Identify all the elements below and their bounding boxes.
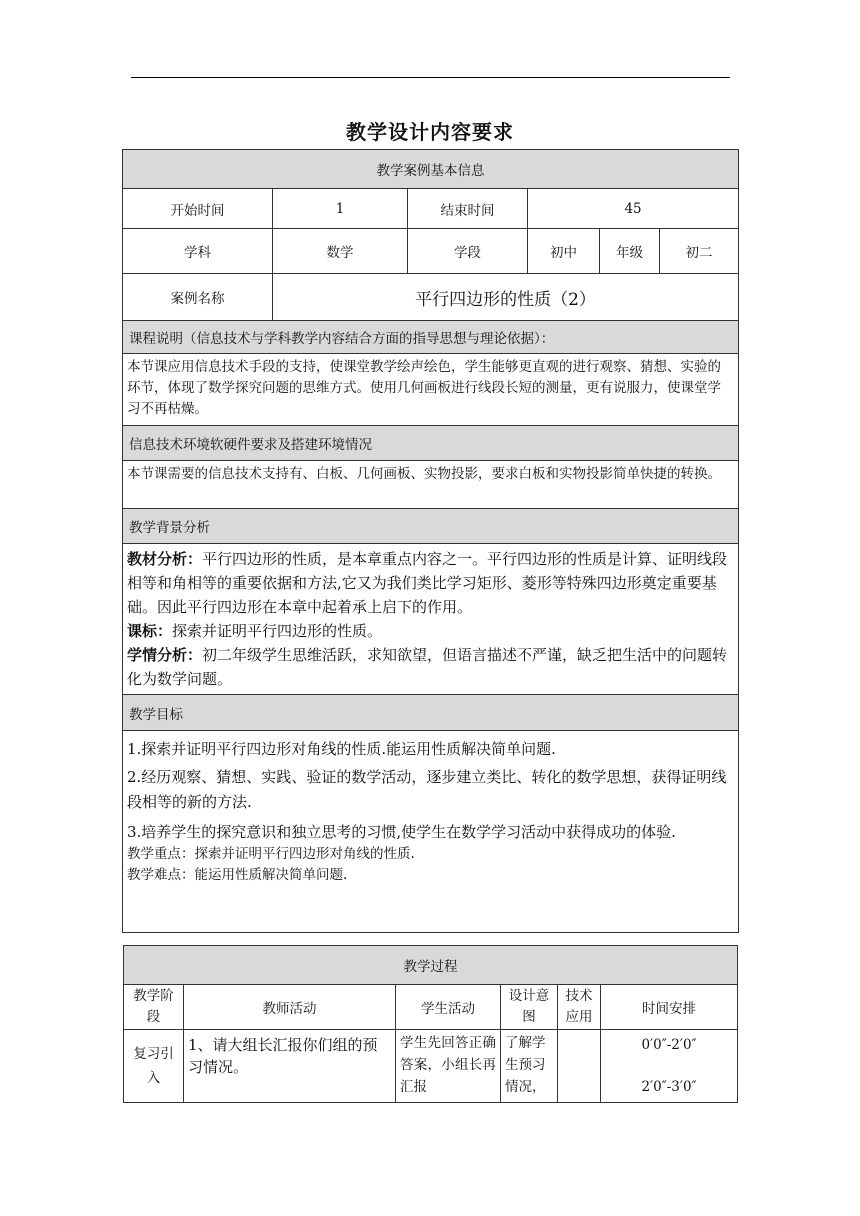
row-time <box>601 1030 738 1103</box>
row-teacher: 1、请大组长汇报你们组的预习情况。 <box>184 1030 396 1103</box>
course-desc-text: 本节课应用信息技术手段的支持，使课堂教学绘声绘色，学生能够更直观的进行观察、猜想、实验的环节，体现了数学探究问题的思维方式。使用几何画板进行线段长短的测量，更有说服力，使课堂学习不再枯燥。 <box>123 354 739 426</box>
case-name-value: 平行四边形的性质（2） <box>273 274 739 321</box>
col-intent: 设计意图 <box>501 985 558 1030</box>
stage-label: 学段 <box>408 229 528 274</box>
grade-label: 年级 <box>600 229 660 274</box>
row-student: 学生先回答正确答案，小组长再汇报 <box>396 1030 501 1103</box>
difficulty: 教学难点：能运用性质解决简单问题. <box>127 867 348 883</box>
goal-item-1: 1.探索并证明平行四边形对角线的性质.能运用性质解决简单问题. <box>127 740 556 758</box>
students-text: 初二年级学生思维活跃，求知欲望，但语言描述不严谨，缺乏把生活中的问题转化为数学问题。 <box>127 646 728 688</box>
start-time-value: 1 <box>273 189 408 229</box>
students-label: 学情分析： <box>127 646 203 664</box>
end-time-label: 结束时间 <box>408 189 528 229</box>
material-label: 教材分析： <box>127 550 203 568</box>
key-point: 教学重点：探索并证明平行四边形对角线的性质. <box>127 846 415 862</box>
col-student: 学生活动 <box>396 985 501 1030</box>
material-text: 平行四边形的性质，是本章重点内容之一。平行四边形的性质是计算、证明线段相等和角相等的重要依据和方法,它又为我们类比学习矩形、菱形等特殊四边形奠定重要基础。因此平行四边形在本章中起着承上启下的作用。 <box>127 550 728 616</box>
table-row <box>124 1030 738 1103</box>
stage-value: 初中 <box>528 229 600 274</box>
goals-header: 教学目标 <box>123 695 739 731</box>
row-tech <box>558 1030 601 1103</box>
start-time-label: 开始时间 <box>123 189 273 229</box>
row-stage: 复习引入 <box>124 1030 184 1103</box>
env-text: 本节课需要的信息技术支持有、白板、几何画板、实物投影，要求白板和实物投影简单快捷的转换。 <box>123 461 739 509</box>
process-table <box>123 945 738 1103</box>
subject-label: 学科 <box>123 229 273 274</box>
course-desc-header: 课程说明（信息技术与学科教学内容结合方面的指导思想与理论依据）： <box>123 321 739 354</box>
subject-value: 数学 <box>273 229 408 274</box>
page-title: 教学设计内容要求 <box>346 120 514 144</box>
col-stage: 教学阶段 <box>124 985 184 1030</box>
background-text <box>123 544 739 695</box>
goals-content <box>123 731 739 933</box>
env-header: 信息技术环境软硬件要求及搭建环境情况 <box>123 426 739 461</box>
basic-info-table <box>122 149 739 933</box>
row-intent: 了解学生预习情况， <box>501 1030 558 1103</box>
row-time-2: 2′0″-3′0″ <box>641 1079 697 1095</box>
end-time-value: 45 <box>528 189 739 229</box>
basic-info-header: 教学案例基本信息 <box>123 150 739 189</box>
row-time-1: 0′0″-2′0″ <box>641 1037 697 1053</box>
background-header: 教学背景分析 <box>123 509 739 544</box>
col-time: 时间安排 <box>601 985 738 1030</box>
goal-item-2: 2.经历观察、猜想、实践、验证的数学活动，逐步建立类比、转化的数学思想，获得证明线段相等的新的方法. <box>127 768 727 811</box>
case-name-label: 案例名称 <box>123 274 273 321</box>
col-tech: 技术应用 <box>558 985 601 1030</box>
grade-value: 初二 <box>660 229 739 274</box>
col-teacher: 教师活动 <box>184 985 396 1030</box>
standard-text: 探索并证明平行四边形的性质。 <box>172 622 383 640</box>
process-header: 教学过程 <box>124 946 738 985</box>
standard-label: 课标： <box>127 622 173 640</box>
header-rule <box>131 77 730 78</box>
goal-item-3: 3.培养学生的探究意识和独立思考的习惯,使学生在数学学习活动中获得成功的体验. <box>127 823 676 841</box>
